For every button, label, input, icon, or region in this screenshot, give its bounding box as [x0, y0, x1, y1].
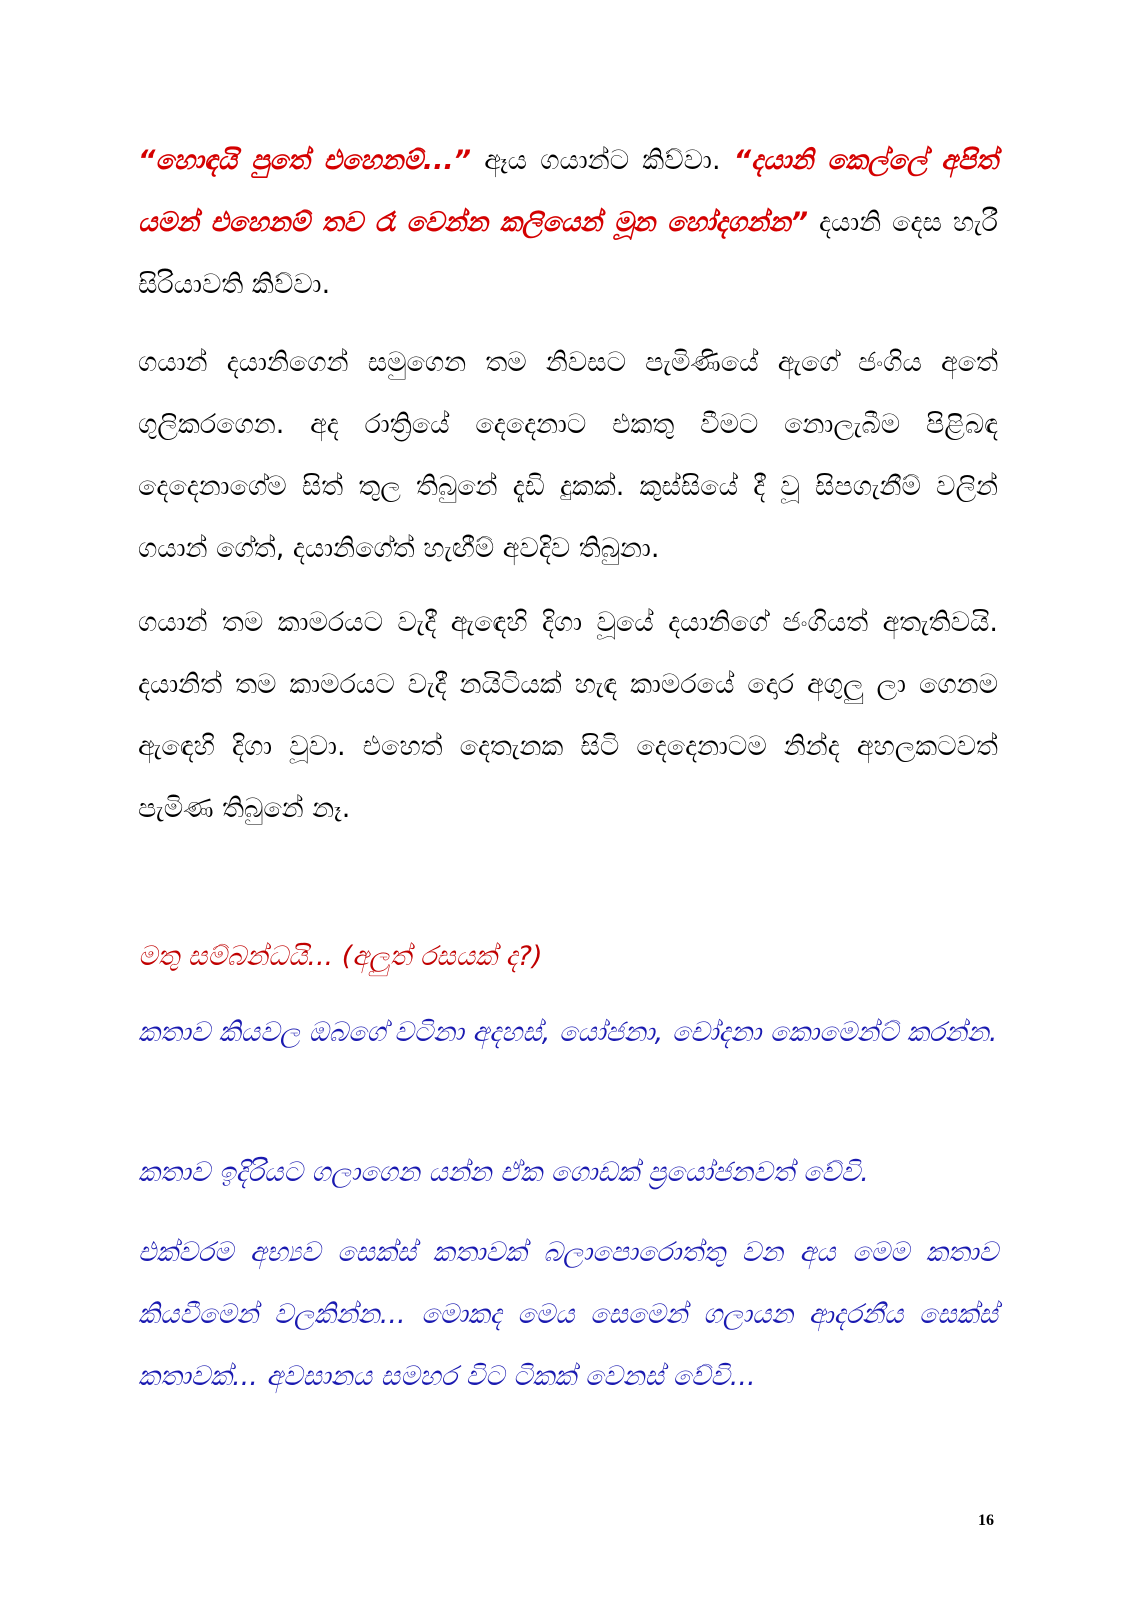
quote-mother: “හොඳයි පුතේ එහෙනම්...”: [138, 145, 472, 176]
story-paragraph-3: ගයාන් තම කාමරයට වැදී ඇඳෙහි දිගා වූයේ දයානිගේ ජංගියත් අතැතිවයි. දයානිත් තම කාමරයට වැදී නයිටියක් හැඳ කාමරයේ දොර අගුලු ලා ගෙනම ඇඳෙහි දිගා වූවා. එහෙත් දෙතැනක සිටි දෙදෙනාටම නින්ද අහලකටවත් පැමිණ තිබුනේ නෑ.: [138, 607, 998, 824]
author-note-2: කතාව ඉදිරියට ගලාගෙන යන්න ඒක ගොඩක් ප්‍රයෝජනවත් වේවි.: [138, 1157, 869, 1188]
quote-dayani: “දයානි කෙල්ලේ අපිත් යමන් එහෙනම් තව රෑ වෙන්න කලියෙන් මූන හෝදගන්න”: [138, 145, 998, 238]
author-note-1: කතාව කියවල ඔබගේ වටිනා අදහස්, යෝජනා, චෝදනා කොමෙන්ට් කරන්න.: [138, 1017, 998, 1048]
narration-text-2: දයානි දෙස හැරී සිරියාවති කිව්වා.: [138, 207, 998, 300]
continuation-heading: මතු සම්බන්ධයි... (අලුත් රසයක් ද?): [138, 941, 543, 972]
page-number: 16: [978, 1512, 994, 1529]
narration-text: ඈය ගයාන්ට කිව්වා.: [471, 145, 734, 176]
author-note-3: එක්වරම අභ්‍යව සෙක්ස් කතාවක් බලාපොරොත්තු වන අය මෙම කතාව කියවීමෙන් වලකින්න... මොකද මෙය සෙමෙන් ගලායන ආදරනීය සෙක්ස් කතාවක්... අවසානය සමහර විට ටිකක් වෙනස් වේවි...: [138, 1237, 998, 1392]
story-paragraph-2: ගයාන් දයානිගෙන් සමුගෙන තම නිවසට පැමිණියේ ඇගේ ජංගිය අතේ ගුලිකරගෙන. අද රාත්‍රියේ දෙදෙනාට එකතු වීමට නොලැබීම පිළිබඳ දෙදෙනාගේම සිත් තුල තිබුනේ දැඩි දුකක්. කුස්සියේ දී වූ සිපගැනීම් වලින් ගයාන් ගේත්, දයානිගේත් හැඟීම් අවදිව තිබුනා.: [138, 347, 998, 564]
dialogue-paragraph: [138, 130, 998, 316]
